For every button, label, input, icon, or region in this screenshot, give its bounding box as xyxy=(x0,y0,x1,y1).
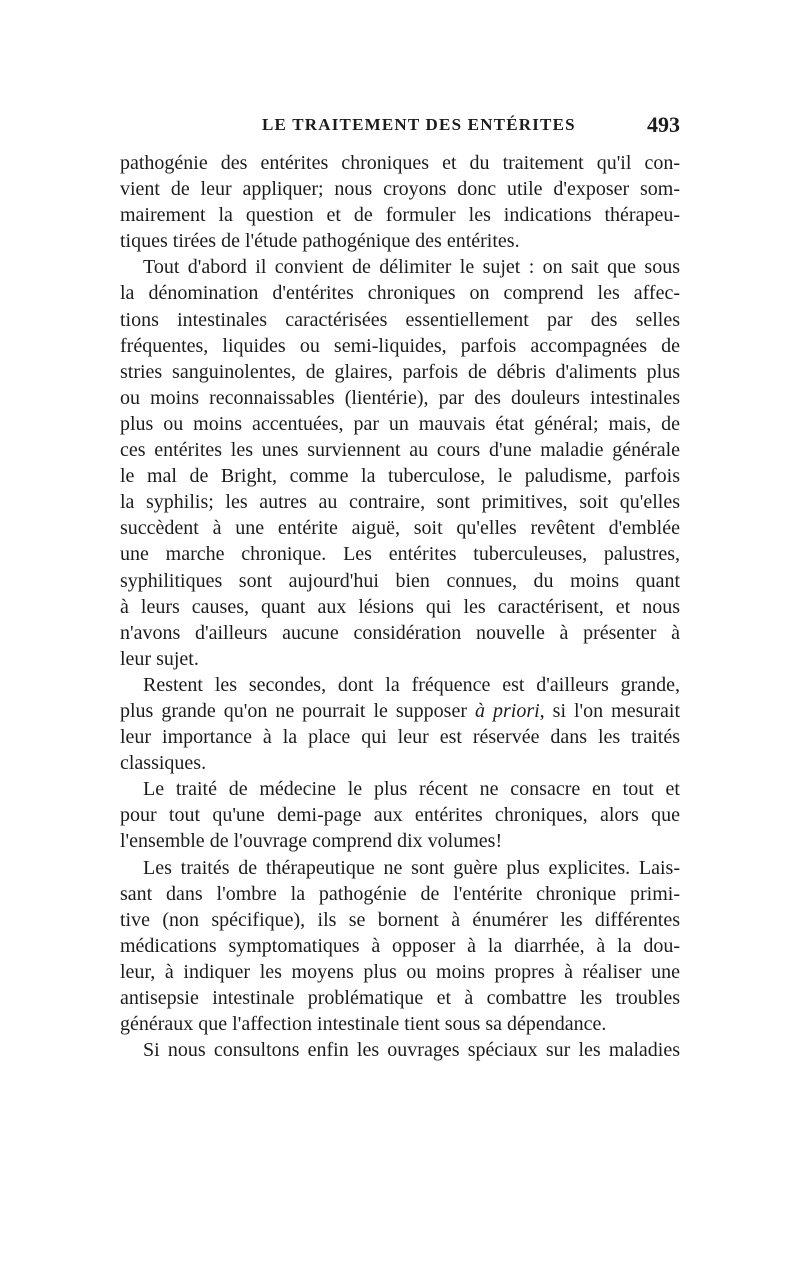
text-line: syphilitiques sont aujourd'hui bien connues, du moins quant xyxy=(120,569,680,592)
text-line: ou moins reconnaissables (lientérie), par des douleurs intestinales xyxy=(120,386,680,409)
text-line: tive (non spécifique), ils se bornent à énumérer les différentes xyxy=(120,908,680,931)
text-line: classiques. xyxy=(120,752,207,775)
text-line: la syphilis; les autres au contraire, sont primitives, soit qu'elles xyxy=(120,491,680,514)
text-line: le mal de Bright, comme la tuberculose, le paludisme, parfois xyxy=(120,465,680,488)
page-header xyxy=(120,112,680,141)
text-line: à leurs causes, quant aux lésions qui les caractérisent, et nous xyxy=(120,595,680,618)
text-line: pathogénie des entérites chroniques et du traitement qu'il con- xyxy=(120,152,680,174)
text-line: succèdent à une entérite aiguë, soit qu'elles revêtent d'emblée xyxy=(120,517,680,540)
text-line: une marche chronique. Les entérites tuberculeuses, palustres, xyxy=(120,543,680,566)
running-title: LE TRAITEMENT DES ENTÉRITES xyxy=(262,115,576,134)
text-line: vient de leur appliquer; nous croyons donc utile d'exposer som- xyxy=(120,178,680,201)
text-line: tions intestinales caractérisées essentiellement par des selles xyxy=(120,308,680,331)
text-line: fréquentes, liquides ou semi-liquides, parfois accompagnées de xyxy=(120,334,680,357)
text-line: leur, à indiquer les moyens plus ou moins propres à réaliser une xyxy=(120,960,680,983)
text-line: l'ensemble de l'ouvrage comprend dix volumes! xyxy=(120,830,503,853)
text-line: Si nous consultons enfin les ouvrages spéciaux sur les maladies xyxy=(143,1039,680,1062)
text-line: n'avons d'ailleurs aucune considération nouvelle à présenter à xyxy=(120,621,680,644)
text-line: sant dans l'ombre la pathogénie de l'entérite chronique primi- xyxy=(120,882,680,905)
text-line xyxy=(120,698,680,724)
text-line: la dénomination d'entérites chroniques on comprend les affec- xyxy=(120,282,680,305)
text-line: plus ou moins accentuées, par un mauvais état général; mais, de xyxy=(120,412,680,435)
page-number: 493 xyxy=(647,112,680,137)
text-segment: si l'on mesurait xyxy=(552,699,681,722)
text-line: antisepsie intestinale problématique et à combattre les troubles xyxy=(120,987,680,1009)
italic-phrase: à priori, xyxy=(475,699,545,722)
text-line: leur importance à la place qui leur est réservée dans les traités xyxy=(120,726,680,749)
text-line: Le traité de médecine le plus récent ne consacre en tout et xyxy=(143,778,680,801)
text-line: stries sanguinolentes, de glaires, parfois de débris d'aliments plus xyxy=(120,360,680,383)
text-line: mairement la question et de formuler les indications thérapeu- xyxy=(120,204,680,227)
text-line: tiques tirées de l'étude pathogénique des entérites. xyxy=(120,230,520,253)
text-line: médications symptomatiques à opposer à la diarrhée, à la dou- xyxy=(120,934,680,957)
text-line: Tout d'abord il convient de délimiter le sujet : on sait que sous xyxy=(143,256,680,279)
text-line: ces entérites les unes surviennent au cours d'une maladie générale xyxy=(120,439,680,462)
text-line: pour tout qu'une demi-page aux entérites chroniques, alors que xyxy=(120,804,680,827)
body-text xyxy=(120,150,680,1063)
text-line: généraux que l'affection intestinale tient sous sa dépendance. xyxy=(120,1013,607,1036)
text-line: leur sujet. xyxy=(120,647,199,670)
text-line: Restent les secondes, dont la fréquence est d'ailleurs grande, xyxy=(143,673,680,696)
text-line: Les traités de thérapeutique ne sont guère plus explicites. Lais- xyxy=(143,856,680,879)
text-segment: plus grande qu'on ne pourrait le supposer xyxy=(120,699,467,722)
